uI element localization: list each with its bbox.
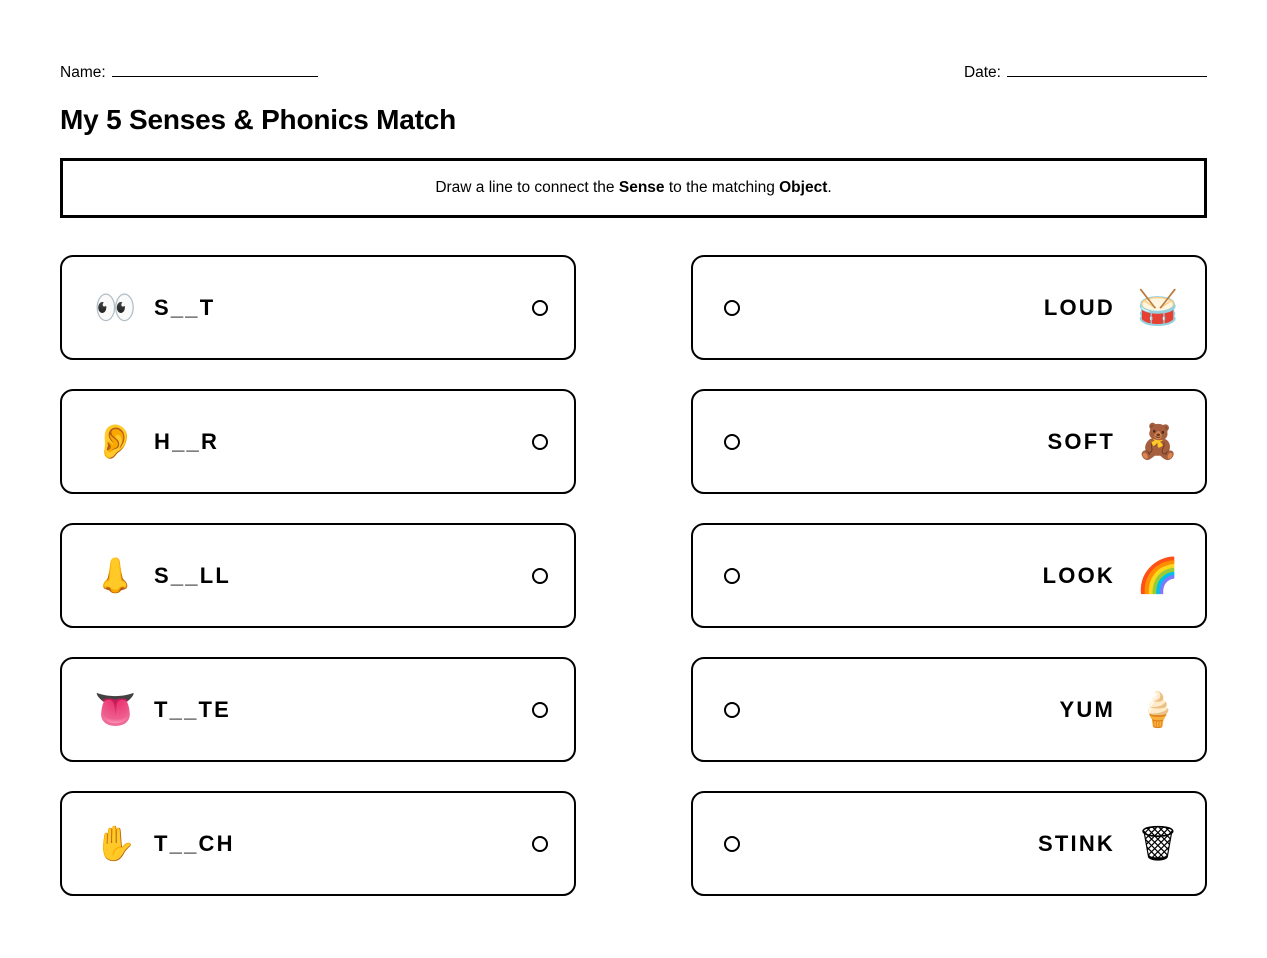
name-field[interactable]	[60, 65, 318, 81]
rainbow-icon: 🌈	[1136, 556, 1180, 595]
date-write-line[interactable]	[1007, 65, 1207, 77]
sense-word: S__LL	[154, 562, 232, 588]
instructions-prefix: Draw a line to connect the	[435, 179, 619, 197]
object-word: STINK	[1038, 830, 1115, 856]
object-word: YUM	[1059, 696, 1115, 722]
object-card[interactable]	[691, 255, 1207, 360]
sense-word: T__CH	[154, 830, 235, 856]
sense-word: S__T	[154, 294, 216, 320]
sense-connector-dot[interactable]	[532, 568, 548, 584]
eyes-icon: 👀	[94, 288, 137, 327]
match-grid	[60, 255, 1207, 896]
object-connector-dot[interactable]	[724, 568, 740, 584]
sense-card[interactable]	[60, 255, 576, 360]
object-word: SOFT	[1047, 428, 1115, 454]
object-connector-dot[interactable]	[724, 702, 740, 718]
ice-cream-icon: 🍦	[1136, 690, 1180, 729]
sense-card[interactable]	[60, 389, 576, 494]
instructions-suffix: .	[827, 179, 832, 197]
instructions-bold-sense: Sense	[618, 179, 665, 197]
student-meta-row	[60, 0, 1207, 80]
object-card[interactable]	[691, 389, 1207, 494]
sense-card[interactable]	[60, 523, 576, 628]
object-connector-dot[interactable]	[724, 434, 740, 450]
instructions-banner	[60, 158, 1207, 218]
object-card[interactable]	[691, 791, 1207, 896]
page-title: My 5 Senses & Phonics Match	[60, 104, 457, 135]
object-word: LOOK	[1042, 562, 1115, 588]
sense-connector-dot[interactable]	[532, 300, 548, 316]
object-connector-dot[interactable]	[724, 836, 740, 852]
date-label: Date:	[963, 63, 1001, 81]
object-card[interactable]	[691, 523, 1207, 628]
drum-icon: 🥁	[1136, 288, 1180, 327]
teddy-bear-icon: 🧸	[1136, 422, 1180, 461]
nose-icon: 👃	[94, 556, 137, 595]
ear-icon: 👂	[94, 422, 137, 461]
name-label: Name:	[60, 63, 106, 81]
instructions-bold-object: Object	[779, 179, 828, 197]
wastebasket-icon: 🗑	[1136, 824, 1180, 863]
sense-word: H__R	[154, 428, 220, 454]
object-connector-dot[interactable]	[724, 300, 740, 316]
sense-card[interactable]	[60, 791, 576, 896]
sense-card[interactable]	[60, 657, 576, 762]
tongue-icon: 👅	[94, 690, 137, 729]
sense-word: T__TE	[154, 696, 232, 722]
date-field[interactable]	[964, 65, 1207, 81]
hand-icon: ✋	[94, 824, 137, 863]
sense-connector-dot[interactable]	[532, 434, 548, 450]
sense-connector-dot[interactable]	[532, 702, 548, 718]
sense-connector-dot[interactable]	[532, 836, 548, 852]
instructions-middle: to the matching	[664, 179, 780, 197]
instructions-text	[435, 179, 831, 197]
name-write-line[interactable]	[112, 65, 318, 77]
object-word: LOUD	[1043, 294, 1115, 320]
object-card[interactable]	[691, 657, 1207, 762]
